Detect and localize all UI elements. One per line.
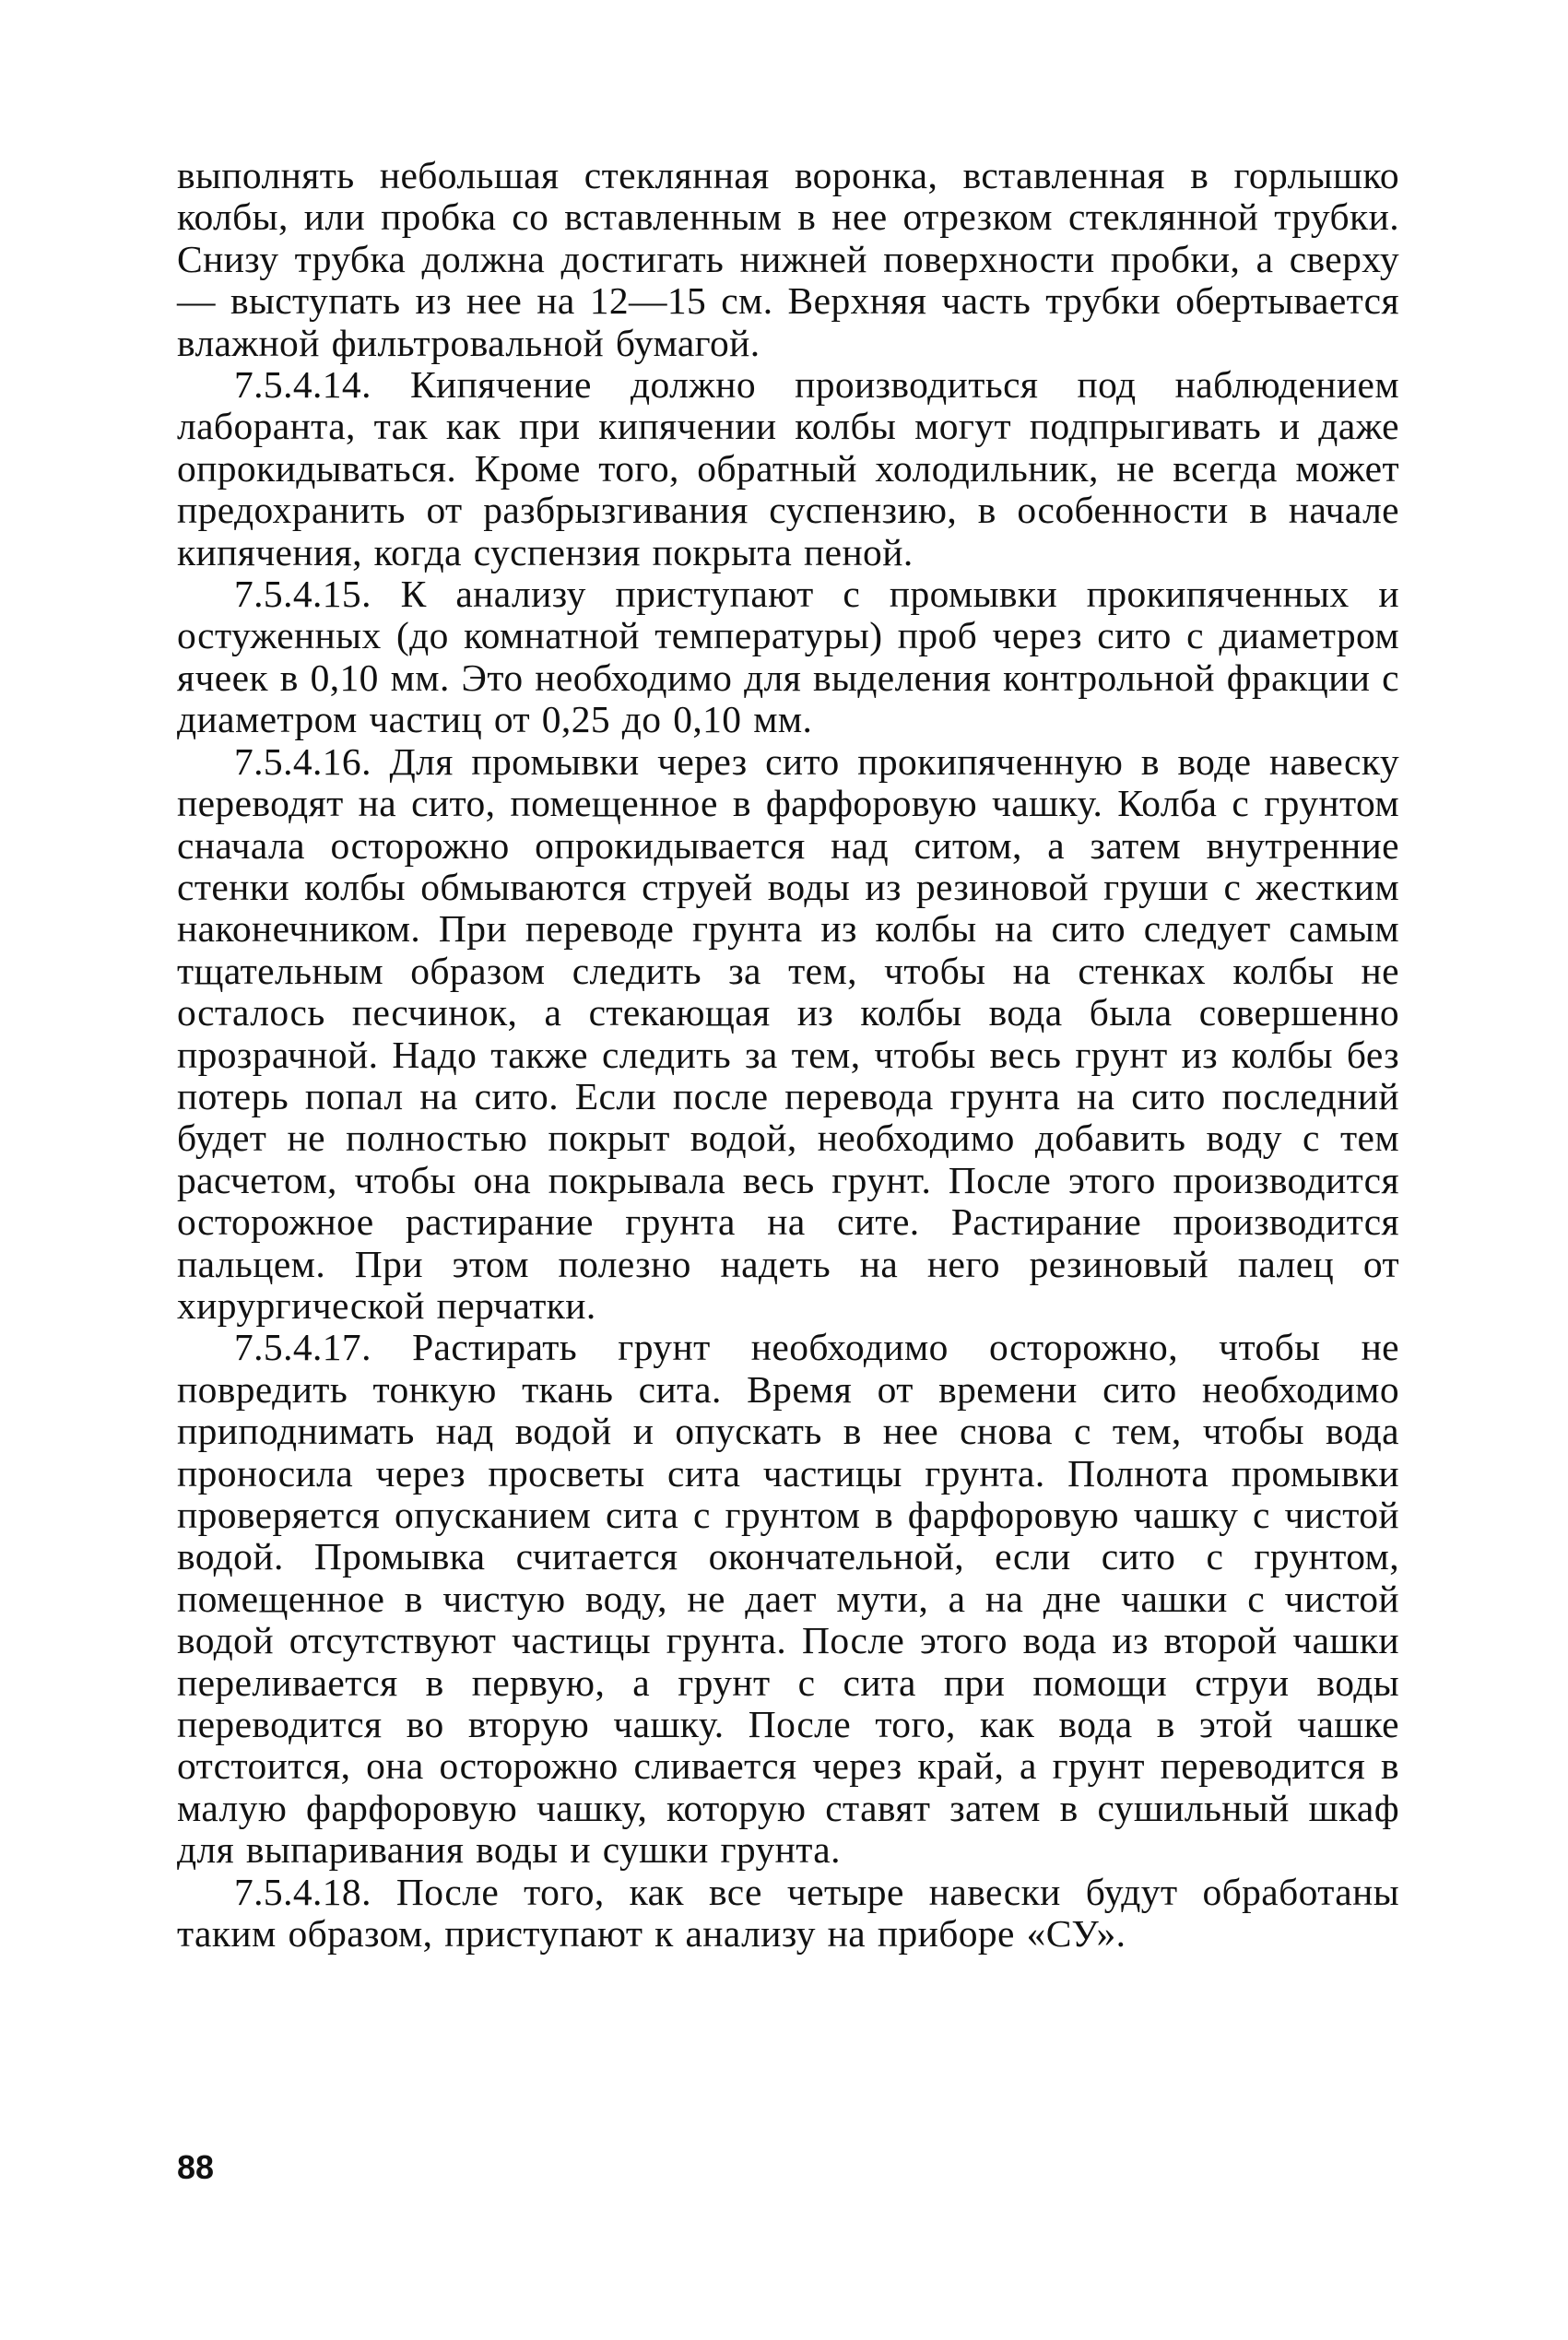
paragraph-continued: [177, 155, 1399, 364]
page-body: [177, 155, 1399, 1955]
paragraph-number: 7.5.4.16.: [234, 739, 371, 783]
paragraph-number: 7.5.4.14.: [234, 363, 371, 407]
paragraph-text: К анализу приступают с промывки прокипяченных и остуженных (до комнатной температуры) проб через сито с диаметром ячеек в 0,10 мм. Это необходимо для выделения контрольной фракции с диаметром частиц от 0,25 до 0,10 мм.: [177, 573, 1400, 741]
paragraph-7-5-4-17: [177, 1327, 1399, 1871]
paragraph-7-5-4-16: [177, 741, 1399, 1328]
paragraph-7-5-4-15: [177, 573, 1399, 741]
paragraph-number: 7.5.4.18.: [234, 1870, 371, 1913]
paragraph-number: 7.5.4.15.: [234, 573, 371, 616]
paragraph-text: После того, как все четыре навески будут обработаны таким образом, приступают к анализу на приборе «СУ».: [177, 1870, 1399, 1956]
paragraph-text: выполнять небольшая стеклянная воронка, вставленная в горлышко колбы, или пробка со вставленным в нее отрезком стеклянной трубки. Снизу трубка должна достигать нижней поверхности пробки, а сверху — выступать из нее на 12—15 см. Верхняя часть трубки обертывается влажной фильтровальной бумагой.: [177, 154, 1399, 364]
paragraph-text: Кипячение должно производиться под наблюдением лаборанта, так как при кипячении колбы могут подпрыгивать и даже опрокидываться. Кроме того, обратный холодильник, не всегда может предохранить от разбрызгивания суспензию, в особенности в начале кипячения, когда суспензия покрыта пеной.: [177, 363, 1399, 573]
paragraph-text: Растирать грунт необходимо осторожно, чтобы не повредить тонкую ткань сита. Время от времени сито необходимо приподнимать над водой и опускать в нее снова с тем, чтобы вода проносила через просветы сита частицы грунта. Полнота промывки проверяется опусканием сита с грунтом в фарфоровую чашку с чистой водой. Промывка считается окончательной, если сито с грунтом, помещенное в чистую воду, не дает мути, а на дне чашки с чистой водой отсутствуют частицы грунта. После этого вода из второй чашки переливается в первую, а грунт с сита при помощи струи воды переводится во вторую чашку. После того, как вода в этой чашке отстоится, она осторожно сливается через край, а грунт переводится в малую фарфоровую чашку, которую ставят затем в сушильный шкаф для выпаривания воды и сушки грунта.: [177, 1326, 1399, 1872]
paragraph-7-5-4-14: [177, 364, 1399, 573]
paragraph-7-5-4-18: [177, 1872, 1399, 1956]
paragraph-text: Для промывки через сито прокипяченную в воде навеску переводят на сито, помещенное в фарфоровую чашку. Колба с грунтом сначала осторожно опрокидывается над ситом, а затем внутренние стенки колбы обмываются струей воды из резиновой груши с жестким наконечником. При переводе грунта из колбы на сито следует самым тщательным образом следить за тем, чтобы на стенках колбы не осталось песчинок, а стекающая из колбы вода была совершенно прозрачной. Надо также следить за тем, чтобы весь грунт из колбы без потерь попал на сито. Если после перевода грунта на сито последний будет не полностью покрыт водой, необходимо добавить воду с тем расчетом, чтобы она покрывала весь грунт. После этого производится осторожное растирание грунта на сите. Растирание производится пальцем. При этом полезно надеть на него резиновый палец от хирургической перчатки.: [177, 739, 1400, 1327]
page-number: 88: [177, 2148, 215, 2186]
paragraph-number: 7.5.4.17.: [234, 1326, 371, 1369]
